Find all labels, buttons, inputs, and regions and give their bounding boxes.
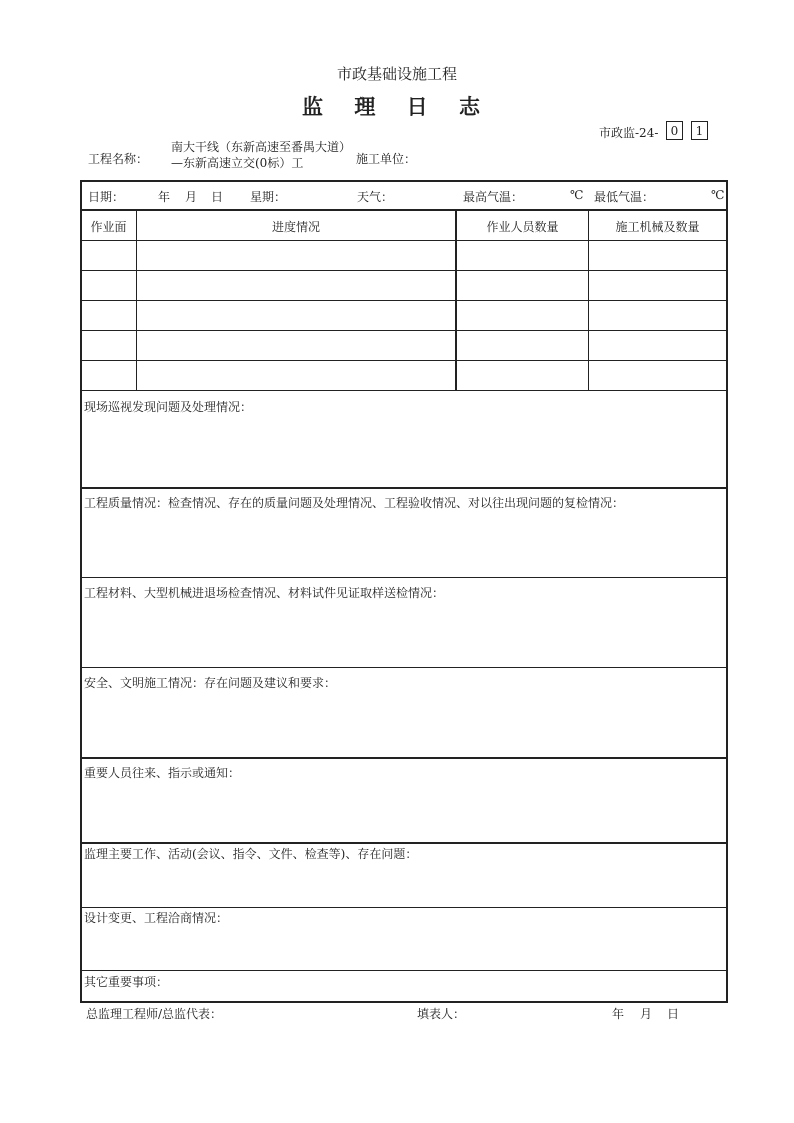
table-cell[interactable] xyxy=(81,241,136,270)
section-quality: 工程质量情况：检查情况、存在的质量问题及处理情况、工程验收情况、对以往出现问题的复检情况： xyxy=(84,496,625,510)
chief-supervisor-label: 总监理工程师/总监代表： xyxy=(86,1007,223,1021)
col-header-machinery: 施工机械及数量 xyxy=(615,220,700,234)
date-day: 日 xyxy=(211,190,224,204)
form-code-digit-2: 1 xyxy=(691,121,708,140)
construction-unit-label: 施工单位： xyxy=(356,152,417,166)
footer-day: 日 xyxy=(667,1007,680,1021)
footer-month: 月 xyxy=(640,1007,653,1021)
form-code-label: 市政监-24- xyxy=(599,126,659,140)
max-temp-unit: ℃ xyxy=(570,188,584,202)
date-month: 月 xyxy=(185,190,198,204)
weather-label: 天气： xyxy=(357,190,394,204)
col-header-work-area: 作业面 xyxy=(90,220,127,234)
col-header-progress: 进度情况 xyxy=(271,220,320,234)
min-temp-label: 最低气温： xyxy=(594,190,655,204)
date-label: 日期： xyxy=(88,190,125,204)
date-year: 年 xyxy=(158,190,171,204)
max-temp-label: 最高气温： xyxy=(463,190,524,204)
table-cell[interactable] xyxy=(589,241,726,270)
section-design-change: 设计变更、工程洽商情况： xyxy=(84,911,229,925)
section-safety: 安全、文明施工情况：存在问题及建议和要求： xyxy=(84,676,337,690)
min-temp-unit: ℃ xyxy=(711,188,725,202)
col-header-workers: 作业人员数量 xyxy=(486,220,559,234)
form-code-digit-1: 0 xyxy=(666,121,683,140)
section-other-matters: 其它重要事项： xyxy=(84,975,169,989)
weekday-label: 星期： xyxy=(250,190,287,204)
form-subtitle: 市政基础设施工程 xyxy=(336,65,457,83)
table-cell[interactable] xyxy=(137,241,455,270)
section-personnel: 重要人员往来、指示或通知： xyxy=(84,766,241,780)
section-materials: 工程材料、大型机械进退场检查情况、材料试件见证取样送检情况： xyxy=(84,586,445,600)
form-title: 监 理 日 志 xyxy=(302,94,492,119)
filler-label: 填表人： xyxy=(417,1007,466,1021)
project-name-value: 南大干线（东新高速至番禺大道）—东新高速立交(0标）工 xyxy=(171,140,346,170)
project-name-label: 工程名称： xyxy=(88,152,149,166)
table-cell[interactable] xyxy=(457,241,588,270)
footer-year: 年 xyxy=(612,1007,625,1021)
section-supervision-work: 监理主要工作、活动(会议、指令、文件、检查等)、存在问题： xyxy=(84,847,418,861)
section-site-inspection: 现场巡视发现问题及处理情况： xyxy=(84,400,253,414)
